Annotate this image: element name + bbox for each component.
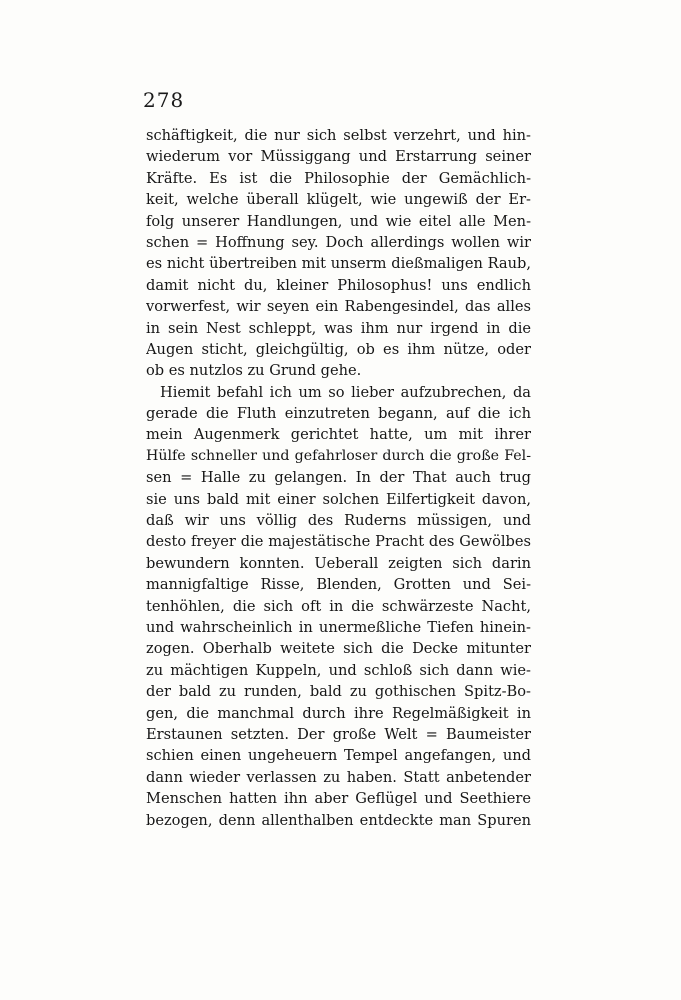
text-line: ob es nutzlos zu Grund gehe. [146,362,362,380]
text-line: daß wir uns völlig des Ruderns müssigen, und [146,512,531,530]
page-number: 278 [143,88,185,112]
text-line: Hülfe schneller und gefahrloser durch die große Fel- [146,447,531,464]
text-line: schen = Hoffnung sey. Doch allerdings wollen wir [146,233,531,251]
text-line: Hiemit befahl ich um so lieber aufzubrechen, da [160,383,531,401]
text-line: sie uns bald mit einer solchen Eilfertigkeit davon, [146,490,531,508]
text-line: Kräfte. Es ist die Philosophie der Gemächlich- [146,169,531,187]
text-line: Menschen hatten ihn aber Geflügel und Seethiere [146,790,531,808]
text-line: Erstaunen setzten. Der große Welt = Baumeister [146,725,531,743]
text-line: gen, die manchmal durch ihre Regelmäßigkeit in [146,704,531,722]
text-line: desto freyer die majestätische Pracht des Gewölbes [146,533,531,551]
text-line: zogen. Oberhalb weitete sich die Decke mitunter [146,640,531,658]
text-line: damit nicht du, kleiner Philosophus! uns endlich [146,276,531,294]
text-line: mannigfaltige Risse, Blenden, Grotten und Sei- [146,576,531,594]
text-line: schien einen ungeheuern Tempel angefangen, und [146,747,531,765]
text-line: keit, welche überall klügelt, wie ungewiß der Er- [146,191,531,209]
text-line: dann wieder verlassen zu haben. Statt anbetender [146,768,531,786]
text-line: mein Augenmerk gerichtet hatte, um mit ihrer [146,426,531,444]
text-line: bezogen, denn allenthalben entdeckte man Spuren [146,811,531,829]
text-line: zu mächtigen Kuppeln, und schloß sich dann wie- [146,661,531,679]
text-line: es nicht übertreiben mit unserm dießmaligen Raub, [146,255,531,273]
text-line: gerade die Fluth einzutreten begann, auf die ich [146,405,531,423]
text-line: wiederum vor Müssiggang und Erstarrung seiner [146,148,531,166]
text-line: und wahrscheinlich in unermeßliche Tiefen hinein- [146,618,531,636]
paragraph-1 [146,125,531,382]
text-line: in sein Nest schleppt, was ihm nur irgend in die [146,319,531,337]
text-line: tenhöhlen, die sich oft in die schwärzeste Nacht, [146,597,531,615]
text-line: schäftigkeit, die nur sich selbst verzehrt, und hin- [146,127,531,144]
text-line: bewundern konnten. Ueberall zeigten sich darin [146,554,531,572]
text-line: der bald zu runden, bald zu gothischen Spitz-Bo- [146,683,531,701]
paragraph-2 [146,382,531,831]
text-line: vorwerfest, wir seyen ein Rabengesindel, das alles [146,298,531,316]
text-line: Augen sticht, gleichgültig, ob es ihm nütze, oder [146,340,531,358]
text-line: folg unserer Handlungen, und wie eitel alle Men- [146,212,531,230]
text-line: sen = Halle zu gelangen. In der That auch trug [146,469,531,487]
body-text [146,125,531,831]
